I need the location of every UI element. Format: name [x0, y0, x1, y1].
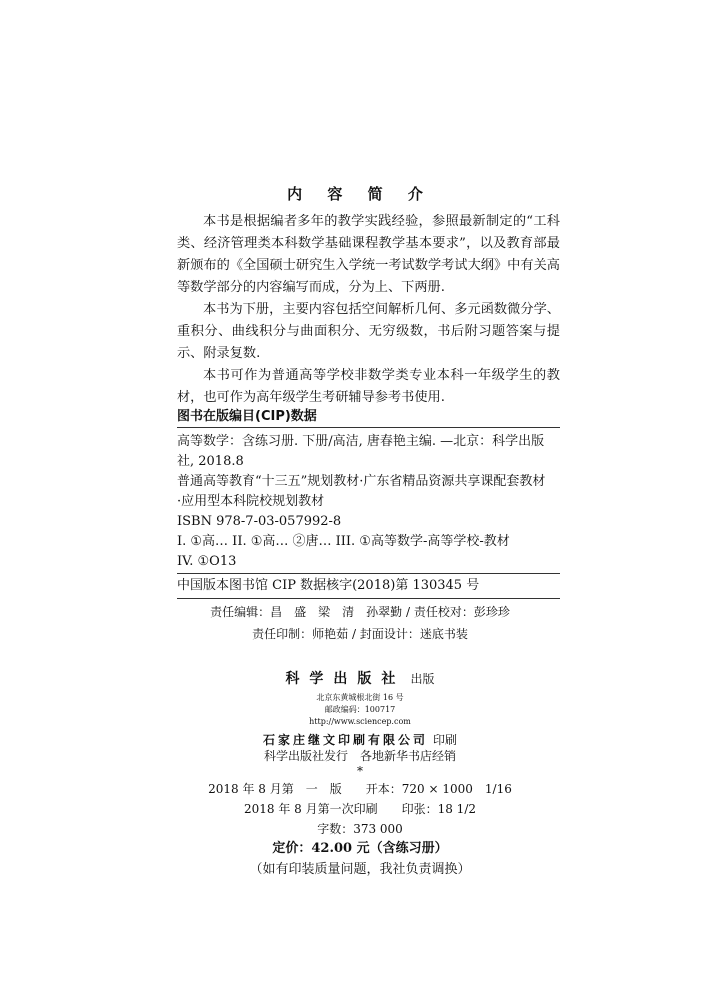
summary-paragraph-1: 本书是根据编者多年的教学实践经验，参照最新制定的“工科类、经济管理类本科数学基础课程教学基本要求”，以及教育部最新颁布的《全国硕士研究生入学统一考试数学考试大纲》中有关高等数学部分的内容编写而成，分为上、下两册. — [177, 214, 560, 295]
cip-line-3: 普通高等教育“十三五”规划教材·广东省精品资源共享课配套教材 — [177, 474, 546, 489]
cip-line-2: 社, 2018.8 — [177, 454, 244, 469]
edition-line-1: 2018 年 8 月第 一 版 开本：720 × 1000 1/16 — [208, 782, 512, 796]
credits-line-2: 责任印制：师艳茹 / 封面设计：迷底书装 — [252, 627, 468, 641]
cip-classification-1: I. ①高… II. ①高… ②唐… III. ①高等数学-高等学校-教材 — [177, 534, 510, 549]
edition-line-2: 2018 年 8 月第一次印刷 印张：18 1/2 — [243, 802, 476, 816]
printer-name: 石家庄继文印刷有限公司 — [262, 733, 428, 747]
cip-bottom-rule — [177, 598, 560, 599]
cip-line-4: ·应用型本科院校规划教材 — [177, 494, 325, 509]
publisher-line — [0, 668, 720, 688]
printer-line — [0, 729, 720, 748]
price: 定价：42.00 元（含练习册） — [272, 841, 448, 856]
publisher-website: http://www.sciencep.com — [309, 717, 411, 726]
word-count: 字数：373 000 — [317, 822, 403, 836]
credits-line-1: 责任编辑：昌 盛 梁 清 孙翠勤 / 责任校对：彭珍珍 — [210, 605, 510, 619]
cip-heading: 图书在版编目(CIP)数据 — [177, 409, 317, 424]
summary-body — [177, 211, 560, 409]
printer-suffix: 印刷 — [433, 733, 458, 747]
summary-title: 内 容 简 介 — [287, 185, 433, 203]
cip-classification-2: IV. ①O13 — [177, 554, 237, 569]
cip-line-1: 高等数学：含练习册. 下册/高洁, 唐春艳主编. —北京：科学出版 — [177, 434, 545, 449]
separator-star: * — [357, 764, 363, 778]
cip-top-rule — [177, 427, 560, 428]
cip-mid-rule — [177, 573, 560, 574]
publisher-address: 北京东黄城根北街 16 号 — [316, 693, 404, 702]
quality-notice: （如有印装质量问题，我社负责调换） — [249, 862, 471, 877]
publisher-suffix: 出版 — [410, 672, 435, 686]
cip-core-number: 中国版本图书馆 CIP 数据核字(2018)第 130345 号 — [177, 578, 480, 593]
summary-paragraph-2: 本书为下册，主要内容包括空间解析几何、多元函数微分学、重积分、曲线积分与曲面积分、无穷级数，书后附习题答案与提示、附录复数. — [177, 302, 560, 361]
distribution-line: 科学出版社发行 各地新华书店经销 — [263, 749, 456, 763]
publisher-name: 科学出版社 — [285, 671, 406, 687]
summary-paragraph-3: 本书可作为普通高等学校非数学类专业本科一年级学生的教材，也可作为高年级学生考研辅导参考书使用. — [177, 368, 560, 405]
publisher-postcode: 邮政编码：100717 — [324, 705, 396, 714]
cip-isbn: ISBN 978-7-03-057992-8 — [177, 514, 342, 529]
